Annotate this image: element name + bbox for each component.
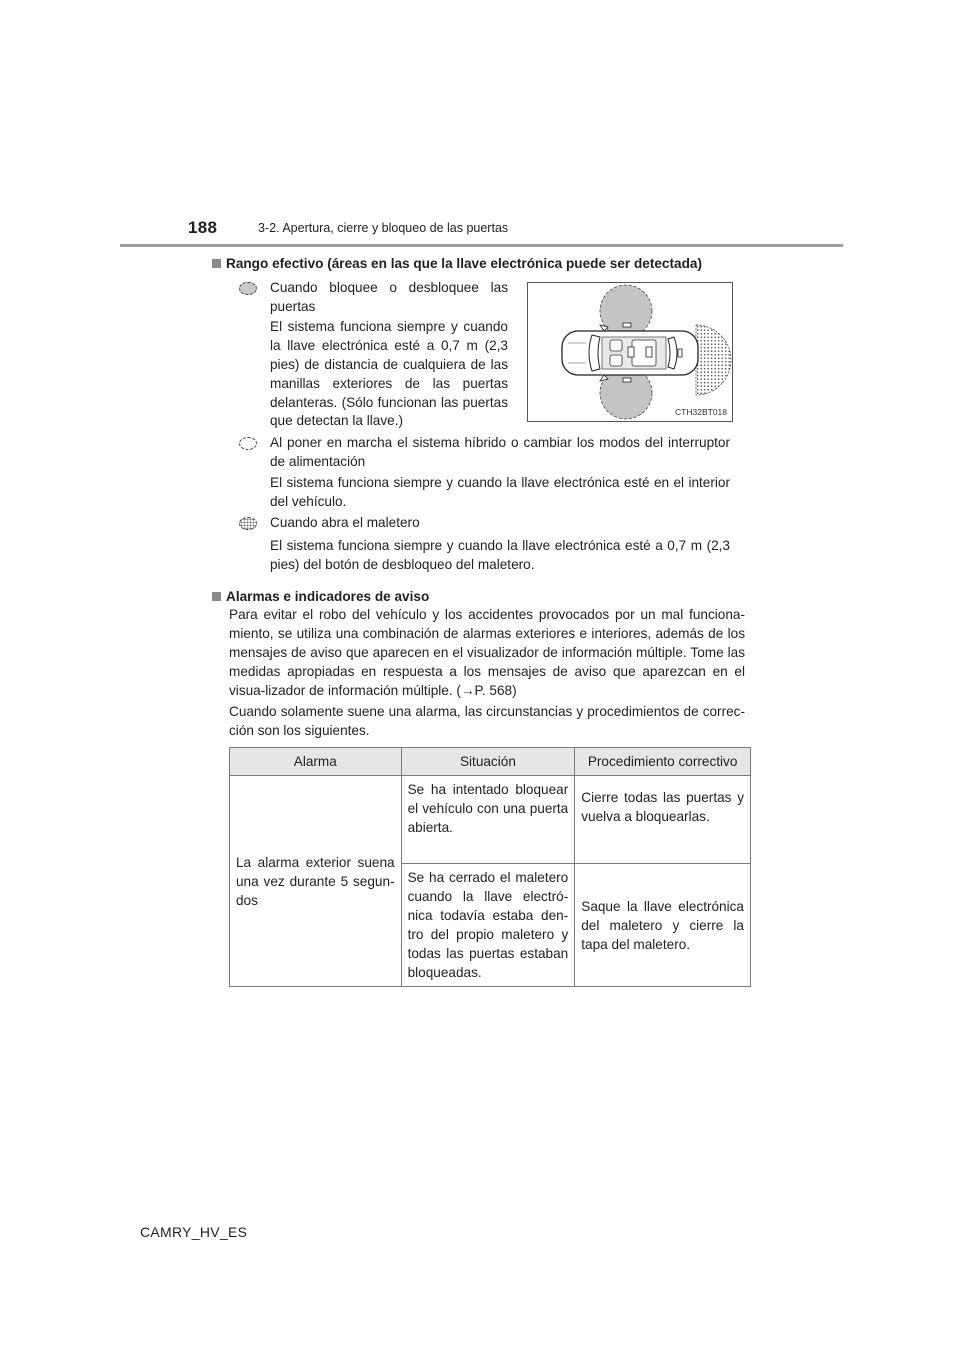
- model-code: CAMRY_HV_ES: [140, 1224, 248, 1240]
- range-heading: [212, 254, 772, 273]
- zone-2-icon: [239, 437, 257, 450]
- square-bullet-icon: [212, 592, 221, 601]
- situation-cell: Se ha cerrado el maletero cuando la llave electró-nica todavía estaba den-tro del propio maletero y todas las puertas estaban bloqueadas.: [401, 864, 575, 987]
- column-header: Situación: [401, 748, 575, 776]
- item-3-title: Cuando abra el maletero: [270, 515, 420, 530]
- driver-door-zone: [600, 285, 652, 337]
- page-number: 188: [188, 218, 218, 237]
- zone-1-icon: [239, 282, 257, 295]
- column-header: Procedimiento correctivo: [575, 748, 751, 776]
- alarm-cell: La alarma exterior suena una vez durante 5 segun-dos: [230, 776, 402, 987]
- situation-cell: Se ha intentado bloquear el vehículo con una puerta abierta.: [401, 776, 575, 864]
- procedure-cell: Cierre todas las puertas y vuelva a bloquearlas.: [575, 776, 751, 864]
- detection-range-diagram: [527, 282, 733, 422]
- table-row: [230, 776, 751, 864]
- car-top-view-icon: [528, 283, 732, 421]
- item-2-title: Al poner en marcha el sistema híbrido o cambiar los modos del interruptor de alimentación: [270, 435, 730, 470]
- item-3-body: El sistema funciona siempre y cuando la llave electrónica esté a 0,7 m (2,3 pies) del botón de desbloqueo del maletero.: [270, 538, 730, 573]
- header-divider: [120, 244, 843, 247]
- alarm-heading-text: Alarmas e indicadores de aviso: [226, 589, 430, 604]
- square-bullet-icon: [212, 259, 221, 268]
- alarm-paragraph-1: Para evitar el robo del vehículo y los accidentes provocados por un mal funciona-miento, se utiliza una combinación de alarmas exteriores e interiores, además de los mensajes de aviso que aparecen en el visualizador de información múltiple. Tome las medidas apropiadas en respuesta a los mensajes de aviso que aparezcan en el visua-lizador de información múltiple. (→P. 568): [229, 607, 745, 698]
- section-title: 3-2. Apertura, cierre y bloqueo de las puertas: [258, 221, 509, 235]
- alarm-heading: [212, 587, 752, 606]
- item-1-body: El sistema funciona siempre y cuando la llave electrónica esté a 0,7 m (2,3 pies) de distancia de cualquiera de las manillas exteriores de las puertas delanteras. (Sólo funcionan las puertas que detectan la llave.): [270, 319, 508, 429]
- zone-3-icon: [239, 517, 257, 530]
- trunk-zone: [696, 325, 731, 395]
- item-2-body: El sistema funciona siempre y cuando la llave electrónica esté en el interior del vehículo.: [270, 475, 730, 510]
- alarm-paragraph-2: Cuando solamente suene una alarma, las circunstancias y procedimientos de correc-ción son los siguientes.: [229, 704, 745, 738]
- alarm-table: [229, 747, 751, 987]
- range-heading-text: Rango efectivo (áreas en las que la llave electrónica puede ser detectada): [226, 256, 702, 271]
- item-1-title: Cuando bloquee o desbloquee las puertas: [270, 280, 508, 315]
- table-header-row: [230, 748, 751, 776]
- column-header: Alarma: [230, 748, 402, 776]
- diagram-code: CTH32BT018: [675, 407, 727, 418]
- procedure-cell: Saque la llave electrónica del maletero y cierre la tapa del maletero.: [575, 864, 751, 987]
